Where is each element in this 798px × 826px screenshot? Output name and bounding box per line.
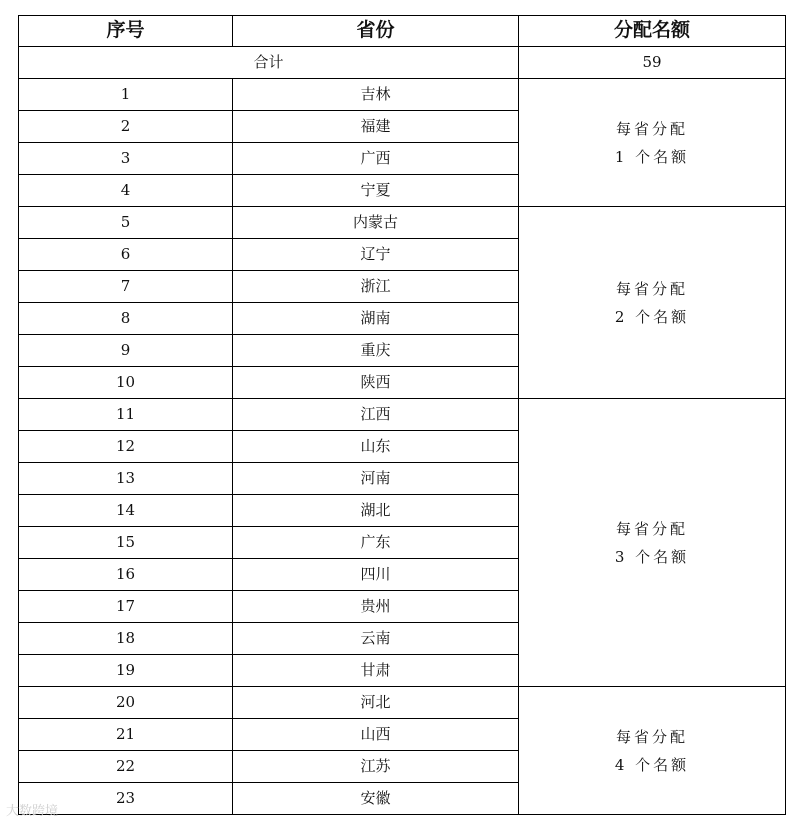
- row-province: 浙江: [233, 271, 519, 303]
- total-row: [19, 47, 786, 79]
- header-row: [19, 16, 786, 47]
- row-seq: 23: [19, 783, 233, 815]
- row-province: 四川: [233, 559, 519, 591]
- row-seq: 19: [19, 655, 233, 687]
- row-province: 山西: [233, 719, 519, 751]
- row-seq: 5: [19, 207, 233, 239]
- row-seq: 18: [19, 623, 233, 655]
- row-province: 宁夏: [233, 175, 519, 207]
- table-row: [19, 399, 786, 431]
- watermark: 大数跨境: [6, 804, 59, 819]
- row-seq: 20: [19, 687, 233, 719]
- row-seq: 9: [19, 335, 233, 367]
- row-province: 吉林: [233, 79, 519, 111]
- row-seq: 10: [19, 367, 233, 399]
- row-province: 辽宁: [233, 239, 519, 271]
- row-province: 广西: [233, 143, 519, 175]
- row-seq: 3: [19, 143, 233, 175]
- header-province: 省份: [233, 16, 519, 47]
- row-seq: 7: [19, 271, 233, 303]
- header-seq: 序号: [19, 16, 233, 47]
- quota-allocation-table: [18, 15, 786, 815]
- row-seq: 12: [19, 431, 233, 463]
- row-province: 江苏: [233, 751, 519, 783]
- row-province: 内蒙古: [233, 207, 519, 239]
- header-quota: 分配名额: [519, 16, 786, 47]
- row-province: 安徽: [233, 783, 519, 815]
- quota-group-line2: 1 个名额: [614, 147, 690, 166]
- row-seq: 15: [19, 527, 233, 559]
- row-province: 重庆: [233, 335, 519, 367]
- quota-group-line1: 每省分配: [615, 727, 688, 746]
- quota-group-3: [519, 399, 786, 687]
- quota-group-line1: 每省分配: [615, 119, 688, 138]
- row-seq: 6: [19, 239, 233, 271]
- table-row: [19, 687, 786, 719]
- row-province: 云南: [233, 623, 519, 655]
- row-seq: 1: [19, 79, 233, 111]
- row-province: 河南: [233, 463, 519, 495]
- row-province: 湖北: [233, 495, 519, 527]
- quota-group-4: [519, 687, 786, 815]
- table-row: [19, 79, 786, 111]
- row-seq: 13: [19, 463, 233, 495]
- row-seq: 17: [19, 591, 233, 623]
- total-label: 合计: [19, 47, 519, 79]
- row-province: 福建: [233, 111, 519, 143]
- row-seq: 16: [19, 559, 233, 591]
- row-seq: 21: [19, 719, 233, 751]
- quota-group-line2: 2 个名额: [614, 307, 690, 326]
- row-province: 陕西: [233, 367, 519, 399]
- row-province: 山东: [233, 431, 519, 463]
- row-seq: 8: [19, 303, 233, 335]
- quota-group-1: [519, 79, 786, 207]
- row-province: 贵州: [233, 591, 519, 623]
- row-province: 河北: [233, 687, 519, 719]
- table-row: [19, 207, 786, 239]
- row-seq: 4: [19, 175, 233, 207]
- row-province: 湖南: [233, 303, 519, 335]
- quota-group-line1: 每省分配: [615, 519, 688, 538]
- total-value: 59: [519, 47, 786, 79]
- row-seq: 22: [19, 751, 233, 783]
- quota-group-line1: 每省分配: [615, 279, 688, 298]
- row-seq: 2: [19, 111, 233, 143]
- quota-group-line2: 3 个名额: [614, 547, 690, 566]
- quota-group-2: [519, 207, 786, 399]
- row-province: 广东: [233, 527, 519, 559]
- row-seq: 14: [19, 495, 233, 527]
- row-seq: 11: [19, 399, 233, 431]
- row-province: 甘肃: [233, 655, 519, 687]
- quota-group-line2: 4 个名额: [614, 755, 690, 774]
- row-province: 江西: [233, 399, 519, 431]
